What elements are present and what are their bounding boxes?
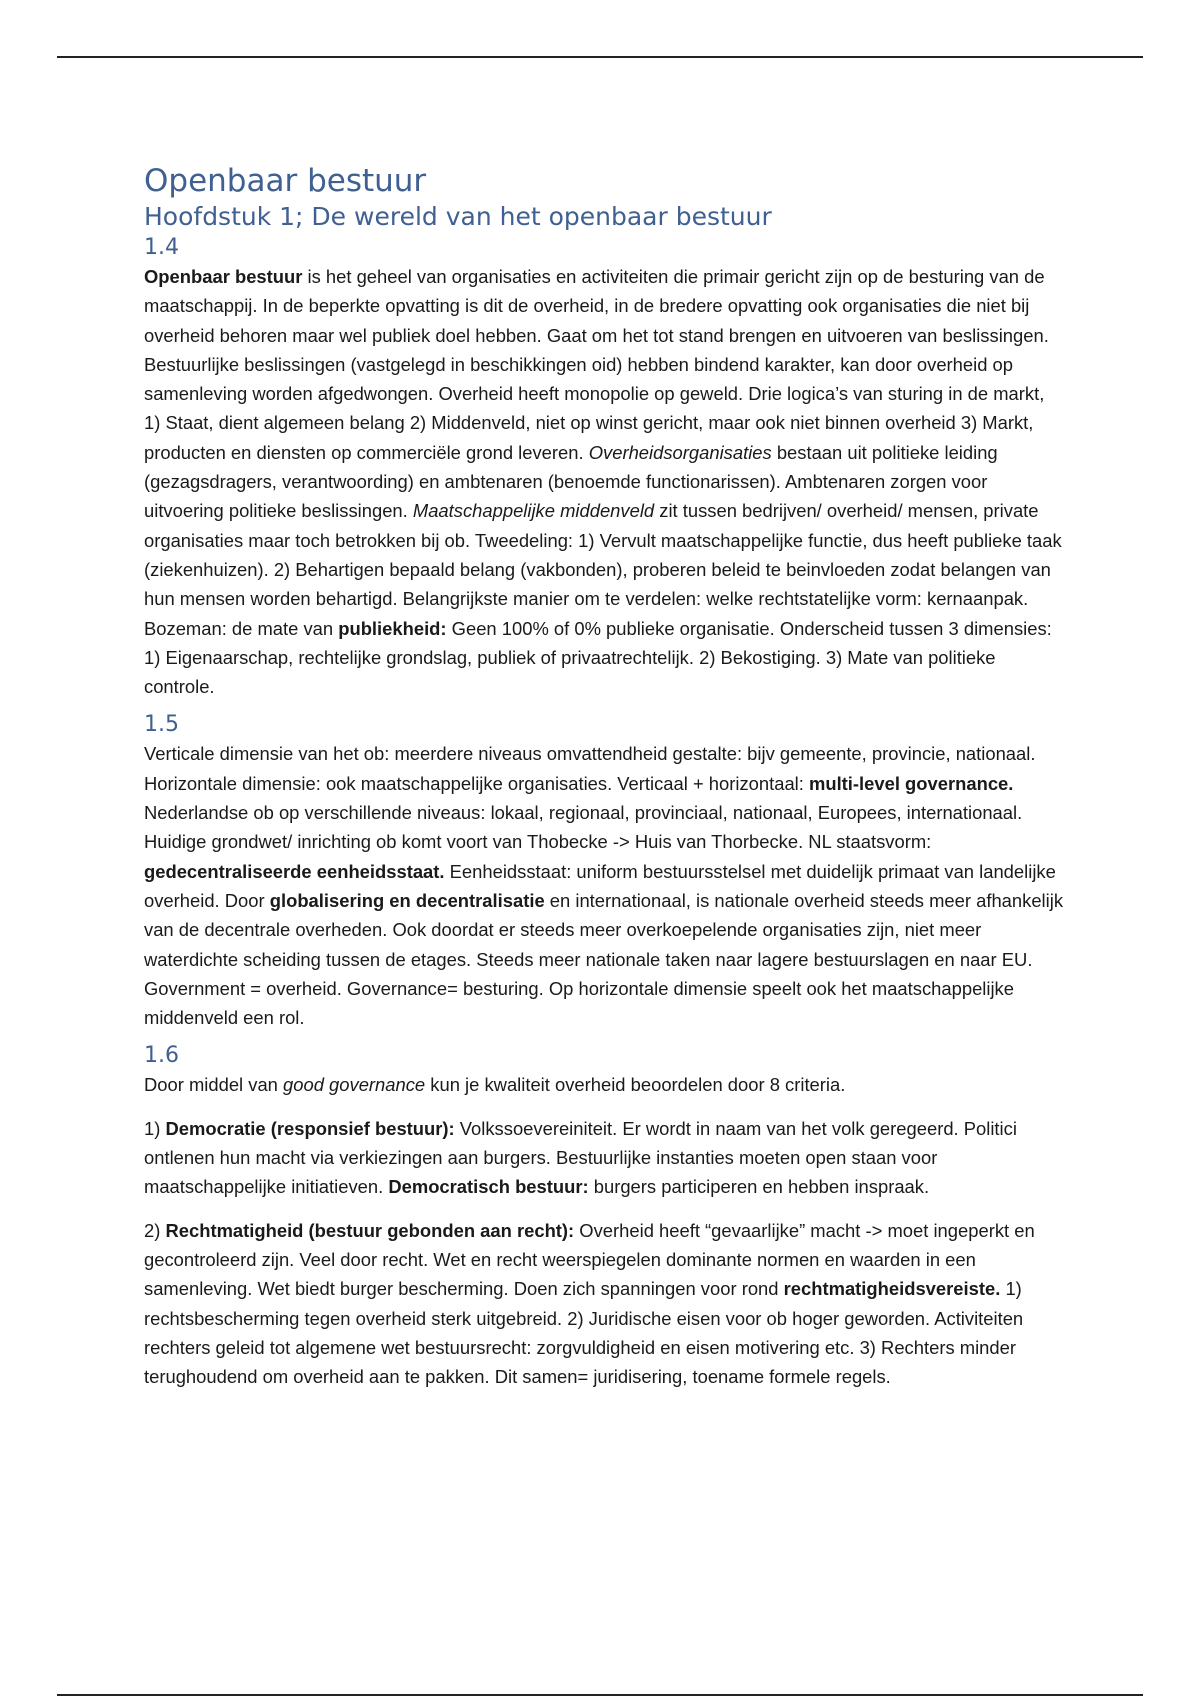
section-1-4-paragraph: Openbaar bestuur is het geheel van organisaties en activiteiten die primair gericht zijn op de besturing van de maatschappij. In de beperkte opvatting is dit de overheid, in de bredere opvatting ook organisaties die niet bij overheid behoren maar wel publiek doel hebben. Gaat om het tot stand brengen en uitvoeren van beslissingen. Bestuurlijke beslissingen (vastgelegd in beschikkingen oid) hebben bindend karakter, kan door overheid op samenleving worden afgedwongen. Overheid heeft monopolie op geweld. Drie logica’s van sturing in de markt, 1) Staat, dient algemeen belang 2) Middenveld, niet op winst gericht, maar ook niet binnen overheid 3) Markt, producten en diensten op commerciële grond leveren. Overheidsorganisaties bestaan uit politieke leiding (gezagsdragers, verantwoording) en ambtenaren (benoemde functionarissen). Ambtenaren zorgen voor uitvoering politieke beslissingen. Maatschappelijke middenveld zit tussen bedrijven/ overheid/ mensen, private organisaties maar toch betrokken bij ob. Tweedeling: 1) Vervult maatschappelijke functie, dus heeft publieke taak (ziekenhuizen). 2) Behartigen bepaald belang (vakbonden), proberen beleid te beinvloeden zodat belangen van hun mensen worden behartigd. Belangrijkste manier om te verdelen: welke rechtstatelijke vorm: kernaanpak. Bozeman: de mate van publiekheid: Geen 100% of 0% publieke organisatie. Onderscheid tussen 3 dimensies: 1) Eigenaarschap, rechtelijke grondslag, publiek of privaatrechtelijk. 2) Bekostiging. 3) Mate van politieke controle. bbox=[144, 266, 1062, 698]
document-body bbox=[144, 162, 1064, 1391]
criterion-1-paragraph: 1) Democratie (responsief bestuur): Volkssoevereiniteit. Er wordt in naam van het volk geregeerd. Politici ontlenen hun macht via verkiezingen aan burgers. Bestuurlijke instanties moeten open staan voor maatschappelijke initiatieven. Democratisch bestuur: burgers participeren en hebben inspraak. bbox=[144, 1117, 1017, 1198]
document-title: Openbaar bestuur bbox=[144, 163, 427, 199]
top-rule bbox=[57, 56, 1143, 58]
section-heading-1-6: 1.6 bbox=[144, 1043, 179, 1069]
section-1-5-paragraph: Verticale dimensie van het ob: meerdere niveaus omvattendheid gestalte: bijv gemeente, provincie, nationaal. Horizontale dimensie: ook maatschappelijke organisaties. Verticaal + horizontaal: multi-level governance. Nederlandse ob op verschillende niveaus: lokaal, regionaal, provinciaal, nationaal, Europees, internationaal. Huidige grondwet/ inrichting ob komt voort van Thobecke -> Huis van Thorbecke. NL staatsvorm: gedecentraliseerde eenheidsstaat. Eenheidsstaat: uniform bestuursstelsel met duidelijk primaat van landelijke overheid. Door globalisering en decentralisatie en internationaal, is nationale overheid steeds meer afhankelijk van de decentrale overheden. Ook doordat er steeds meer overkoepelende organisaties zijn, niet meer waterdichte scheiding tussen de etages. Steeds meer nationale taken naar lagere bestuurslagen en naar EU. Government = overheid. Governance= besturing. Op horizontale dimensie speelt ook het maatschappelijke middenveld een rol. bbox=[144, 743, 1064, 1029]
section-heading-1-4: 1.4 bbox=[144, 235, 179, 260]
chapter-heading: Hoofdstuk 1; De wereld van het openbaar bestuur bbox=[144, 202, 772, 231]
bottom-rule bbox=[57, 1694, 1143, 1696]
section-1-6-intro: Door middel van good governance kun je kwaliteit overheid beoordelen door 8 criteria. bbox=[144, 1074, 846, 1096]
section-heading-1-5: 1.5 bbox=[144, 712, 179, 738]
criterion-2-paragraph: 2) Rechtmatigheid (bestuur gebonden aan recht): Overheid heeft “gevaarlijke” macht -> moet ingeperkt en gecontroleerd zijn. Veel door recht. Wet en recht weerspiegelen dominante normen en waarden in een samenleving. Wet biedt burger bescherming. Doen zich spanningen voor rond rechtmatigheidsvereiste. 1) rechtsbescherming tegen overheid sterk uitgebreid. 2) Juridische eisen voor ob hoger geworden. Activiteiten rechters geleid tot algemene wet bestuursrecht: zorgvuldigheid en eisen motivering etc. 3) Rechters minder terughoudend om overheid aan te pakken. Dit samen= juridisering, toename formele regels. bbox=[144, 1219, 1035, 1388]
